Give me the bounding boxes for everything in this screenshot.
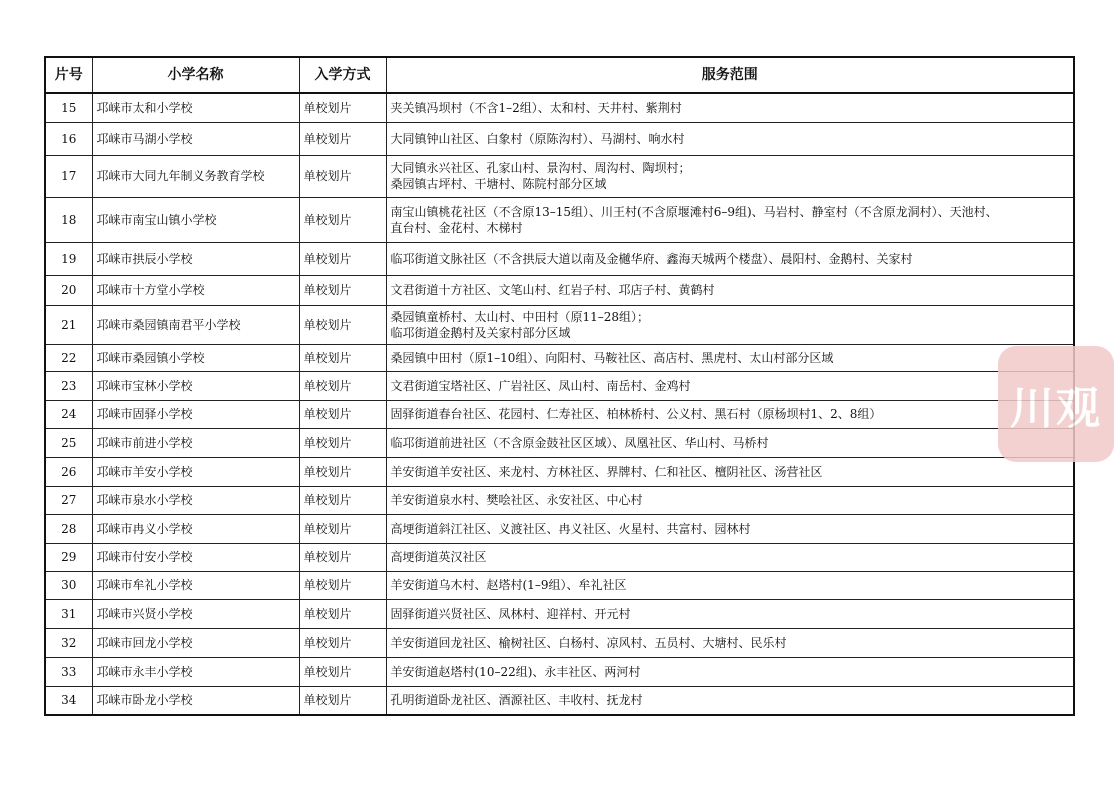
- row-number: 18: [45, 197, 92, 242]
- enrollment-method: 单校划片: [299, 122, 386, 155]
- school-name: 邛崃市南宝山镇小学校: [92, 197, 299, 242]
- table-row: [45, 628, 1074, 657]
- header-number: 片号: [45, 57, 92, 93]
- enrollment-method: 单校划片: [299, 628, 386, 657]
- table-header-row: [45, 57, 1074, 93]
- table-row: [45, 599, 1074, 628]
- service-area: [386, 344, 1074, 371]
- school-name: 邛崃市固驿小学校: [92, 400, 299, 428]
- table-row: [45, 122, 1074, 155]
- row-number: 21: [45, 305, 92, 344]
- service-area-line: 桑园镇中田村（原1–10组）、向阳村、马鞍社区、高店村、黑虎村、太山村部分区域: [390, 350, 834, 365]
- enrollment-method: 单校划片: [299, 543, 386, 571]
- enrollment-method: 单校划片: [299, 155, 386, 197]
- service-area: [386, 628, 1074, 657]
- school-name: 邛崃市付安小学校: [92, 543, 299, 571]
- school-name: 邛崃市太和小学校: [92, 93, 299, 122]
- service-area: [386, 657, 1074, 686]
- school-name: 邛崃市羊安小学校: [92, 457, 299, 486]
- service-area-line: 南宝山镇桃花社区（不含原13–15组）、川王村(不含原堰滩村6–9组)、马岩村、静室村（不含原龙洞村）、天池村、: [390, 204, 998, 219]
- service-area-line: 高埂街道英汉社区: [390, 550, 487, 564]
- enrollment-method: 单校划片: [299, 686, 386, 715]
- school-name: 邛崃市马湖小学校: [92, 122, 299, 155]
- header-school-name: 小学名称: [92, 57, 299, 93]
- service-area-line: 固驿街道春台社区、花园村、仁寿社区、柏林桥村、公义村、黑石村（原杨坝村1、2、8组）: [390, 407, 882, 421]
- school-name: 邛崃市卧龙小学校: [92, 686, 299, 715]
- school-name: 邛崃市泉水小学校: [92, 486, 299, 514]
- service-area: [386, 400, 1074, 428]
- row-number: 22: [45, 344, 92, 371]
- service-area-line: 夹关镇冯坝村（不含1–2组）、太和村、天井村、紫荆村: [390, 100, 682, 115]
- school-name: 邛崃市大同九年制义务教育学校: [92, 155, 299, 197]
- row-number: 15: [45, 93, 92, 122]
- table-row: [45, 400, 1074, 428]
- service-area: [386, 428, 1074, 457]
- service-area-line: 临邛街道文脉社区（不含拱辰大道以南及金樾华府、鑫海天城两个楼盘）、晨阳村、金鹅村、关家村: [390, 251, 913, 266]
- service-area: [386, 571, 1074, 599]
- school-name: 邛崃市桑园镇小学校: [92, 344, 299, 371]
- row-number: 19: [45, 242, 92, 275]
- service-area-line: 直台村、金花村、木梯村: [390, 220, 523, 235]
- service-area-line: 固驿街道兴贤社区、凤林村、迎祥村、开元村: [390, 606, 631, 621]
- table-row: [45, 275, 1074, 305]
- service-area-line: 孔明街道卧龙社区、酒源社区、丰收村、抚龙村: [390, 693, 643, 708]
- row-number: 30: [45, 571, 92, 599]
- service-area-line: 羊安街道赵塔村(10–22组)、永丰社区、两河村: [390, 664, 641, 679]
- service-area: [386, 155, 1074, 197]
- service-area: [386, 305, 1074, 344]
- row-number: 20: [45, 275, 92, 305]
- service-area-line: 临邛街道金鹅村及关家村部分区域: [390, 325, 571, 340]
- service-area-line: 高埂街道斜江社区、义渡社区、冉义社区、火星村、共富村、园林村: [390, 521, 751, 536]
- row-number: 16: [45, 122, 92, 155]
- service-area-line: 文君街道十方社区、文笔山村、红岩子村、邛店子村、黄鹤村: [390, 283, 715, 297]
- table-row: [45, 571, 1074, 599]
- service-area-line: 大同镇钟山社区、白象村（原陈沟村）、马湖村、响水村: [390, 131, 685, 146]
- table-row: [45, 543, 1074, 571]
- service-area-line: 临邛街道前进社区（不含原金鼓社区区域）、凤凰社区、华山村、马桥村: [390, 435, 769, 450]
- row-number: 34: [45, 686, 92, 715]
- service-area-line: 羊安街道乌木村、赵塔村(1–9组）、牟礼社区: [390, 578, 627, 592]
- table-row: [45, 344, 1074, 371]
- table-row: [45, 657, 1074, 686]
- enrollment-method: 单校划片: [299, 599, 386, 628]
- service-area-line: 大同镇永兴社区、孔家山村、景沟村、周沟村、陶坝村；: [390, 161, 691, 175]
- school-zoning-table: [44, 56, 1075, 716]
- table-row: [45, 305, 1074, 344]
- service-area: [386, 543, 1074, 571]
- table-row: [45, 371, 1074, 400]
- service-area: [386, 93, 1074, 122]
- row-number: 24: [45, 400, 92, 428]
- watermark-logo: [998, 346, 1114, 462]
- school-name: 邛崃市回龙小学校: [92, 628, 299, 657]
- row-number: 29: [45, 543, 92, 571]
- row-number: 27: [45, 486, 92, 514]
- enrollment-method: 单校划片: [299, 305, 386, 344]
- enrollment-method: 单校划片: [299, 242, 386, 275]
- school-name: 邛崃市拱辰小学校: [92, 242, 299, 275]
- table-row: [45, 197, 1074, 242]
- enrollment-method: 单校划片: [299, 197, 386, 242]
- table-row: [45, 457, 1074, 486]
- service-area: [386, 275, 1074, 305]
- service-area: [386, 457, 1074, 486]
- watermark-text: 川观: [1010, 383, 1102, 434]
- header-service-area: 服务范围: [386, 57, 1074, 93]
- service-area: [386, 686, 1074, 715]
- service-area: [386, 514, 1074, 543]
- enrollment-method: 单校划片: [299, 514, 386, 543]
- row-number: 33: [45, 657, 92, 686]
- service-area: [386, 371, 1074, 400]
- service-area-line: 羊安街道羊安社区、来龙村、方林社区、界牌村、仁和社区、檀阴社区、汤营社区: [390, 464, 823, 479]
- table-row: [45, 428, 1074, 457]
- row-number: 31: [45, 599, 92, 628]
- table-row: [45, 93, 1074, 122]
- school-name: 邛崃市十方堂小学校: [92, 275, 299, 305]
- enrollment-method: 单校划片: [299, 93, 386, 122]
- table-row: [45, 155, 1074, 197]
- school-name: 邛崃市前进小学校: [92, 428, 299, 457]
- school-name: 邛崃市兴贤小学校: [92, 599, 299, 628]
- school-name: 邛崃市宝林小学校: [92, 371, 299, 400]
- row-number: 17: [45, 155, 92, 197]
- enrollment-method: 单校划片: [299, 571, 386, 599]
- table-row: [45, 242, 1074, 275]
- enrollment-method: 单校划片: [299, 344, 386, 371]
- enrollment-method: 单校划片: [299, 428, 386, 457]
- row-number: 26: [45, 457, 92, 486]
- table-row: [45, 514, 1074, 543]
- service-area-line: 桑园镇古坪村、干塘村、陈院村部分区域: [390, 177, 607, 191]
- school-name: 邛崃市冉义小学校: [92, 514, 299, 543]
- school-name: 邛崃市永丰小学校: [92, 657, 299, 686]
- school-name: 邛崃市牟礼小学校: [92, 571, 299, 599]
- row-number: 25: [45, 428, 92, 457]
- row-number: 32: [45, 628, 92, 657]
- enrollment-method: 单校划片: [299, 275, 386, 305]
- enrollment-method: 单校划片: [299, 400, 386, 428]
- enrollment-method: 单校划片: [299, 486, 386, 514]
- service-area-line: 羊安街道泉水村、樊哙社区、永安社区、中心村: [390, 493, 643, 507]
- enrollment-method: 单校划片: [299, 657, 386, 686]
- row-number: 28: [45, 514, 92, 543]
- service-area: [386, 122, 1074, 155]
- service-area: [386, 599, 1074, 628]
- enrollment-method: 单校划片: [299, 457, 386, 486]
- service-area: [386, 242, 1074, 275]
- enrollment-method: 单校划片: [299, 371, 386, 400]
- school-name: 邛崃市桑园镇南君平小学校: [92, 305, 299, 344]
- service-area: [386, 486, 1074, 514]
- service-area: [386, 197, 1074, 242]
- service-area-line: 桑园镇童桥村、太山村、中田村（原11–28组）；: [390, 309, 650, 324]
- header-enrollment-method: 入学方式: [299, 57, 386, 93]
- service-area-line: 羊安街道回龙社区、榆树社区、白杨村、凉风村、五员村、大塘村、民乐村: [390, 635, 787, 650]
- service-area-line: 文君街道宝塔社区、广岩社区、凤山村、南岳村、金鸡村: [390, 378, 691, 393]
- table-row: [45, 486, 1074, 514]
- row-number: 23: [45, 371, 92, 400]
- table-row: [45, 686, 1074, 715]
- table-body: [45, 93, 1074, 715]
